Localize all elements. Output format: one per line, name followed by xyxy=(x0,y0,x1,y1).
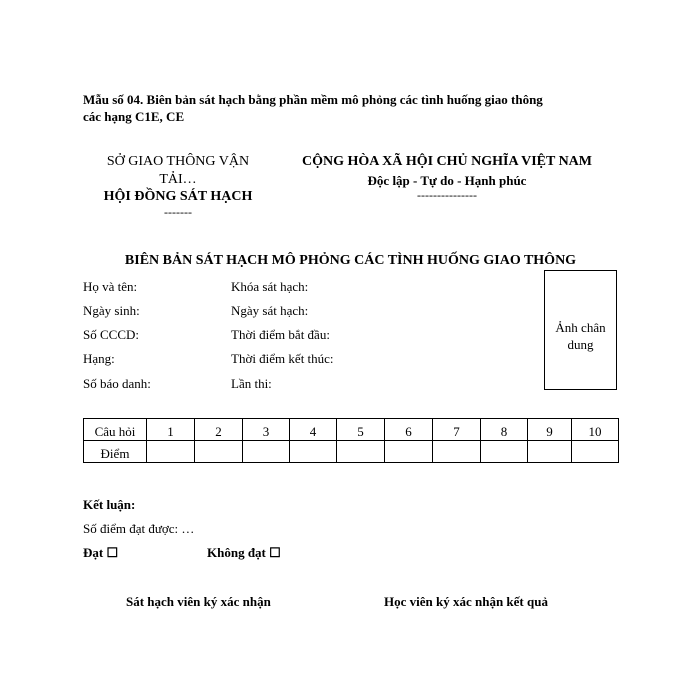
question-number-cell: 6 xyxy=(385,419,433,441)
question-number-cell: 10 xyxy=(572,419,619,441)
score-table-question-row xyxy=(84,419,619,441)
points-cell xyxy=(290,441,337,463)
score-table-points-row xyxy=(84,441,619,463)
fail-checkbox[interactable]: Không đạt ☐ xyxy=(207,545,281,560)
field-exam-course: Khóa sát hạch: xyxy=(231,279,309,294)
question-number-cell: 1 xyxy=(147,419,195,441)
field-start-time: Thời điểm bắt đầu: xyxy=(231,327,330,342)
portrait-photo-box xyxy=(544,270,617,390)
examiner-signature-label: Sát hạch viên ký xác nhận xyxy=(126,594,271,609)
points-cell xyxy=(147,441,195,463)
points-cell xyxy=(572,441,619,463)
conclusion-heading: Kết luận: xyxy=(83,497,136,512)
field-full-name: Họ và tên: xyxy=(83,279,138,294)
score-table xyxy=(83,418,619,463)
portrait-photo-label: Ảnh chân dung xyxy=(555,320,606,352)
question-row-label: Câu hỏi xyxy=(84,419,147,441)
points-cell xyxy=(385,441,433,463)
points-cell xyxy=(195,441,243,463)
left-header-rule: ------- xyxy=(164,205,192,219)
field-id-number: Số CCCD: xyxy=(83,327,139,342)
examination-council-name: HỘI ĐỒNG SÁT HẠCH xyxy=(103,189,253,204)
pass-checkbox[interactable]: Đạt ☐ xyxy=(83,545,119,560)
right-header-rule: --------------- xyxy=(417,188,477,202)
form-title: BIÊN BẢN SÁT HẠCH MÔ PHỎNG CÁC TÌNH HUỐNG GIAO THÔNG xyxy=(124,253,577,268)
question-number-cell: 5 xyxy=(337,419,385,441)
field-candidate-number: Số báo danh: xyxy=(83,376,151,391)
national-motto: Độc lập - Tự do - Hạnh phúc xyxy=(367,173,527,188)
points-cell xyxy=(243,441,290,463)
points-cell xyxy=(337,441,385,463)
points-cell xyxy=(433,441,481,463)
points-cell xyxy=(528,441,572,463)
points-achieved: Số điểm đạt được: … xyxy=(83,521,195,536)
document-heading-line-1: Mẫu số 04. Biên bản sát hạch bằng phần mềm mô phỏng các tình huống giao thông xyxy=(83,92,543,107)
question-number-cell: 9 xyxy=(528,419,572,441)
field-date-of-birth: Ngày sinh: xyxy=(83,303,140,318)
document-heading-line-2: các hạng C1E, CE xyxy=(83,109,185,124)
question-number-cell: 7 xyxy=(433,419,481,441)
field-end-time: Thời điểm kết thúc: xyxy=(231,351,334,366)
points-cell xyxy=(481,441,528,463)
field-exam-date: Ngày sát hạch: xyxy=(231,303,309,318)
student-signature-label: Học viên ký xác nhận kết quả xyxy=(384,594,548,609)
question-number-cell: 8 xyxy=(481,419,528,441)
question-number-cell: 3 xyxy=(243,419,290,441)
department-name-line-1: SỞ GIAO THÔNG VẬN xyxy=(106,154,250,169)
question-number-cell: 2 xyxy=(195,419,243,441)
question-number-cell: 4 xyxy=(290,419,337,441)
points-row-label: Điểm xyxy=(84,441,147,463)
field-license-class: Hạng: xyxy=(83,351,115,366)
department-name-line-2: TẢI… xyxy=(159,172,197,187)
national-title: CỘNG HÒA XÃ HỘI CHỦ NGHĨA VIỆT NAM xyxy=(301,154,592,169)
field-attempt-number: Lần thi: xyxy=(231,376,272,391)
